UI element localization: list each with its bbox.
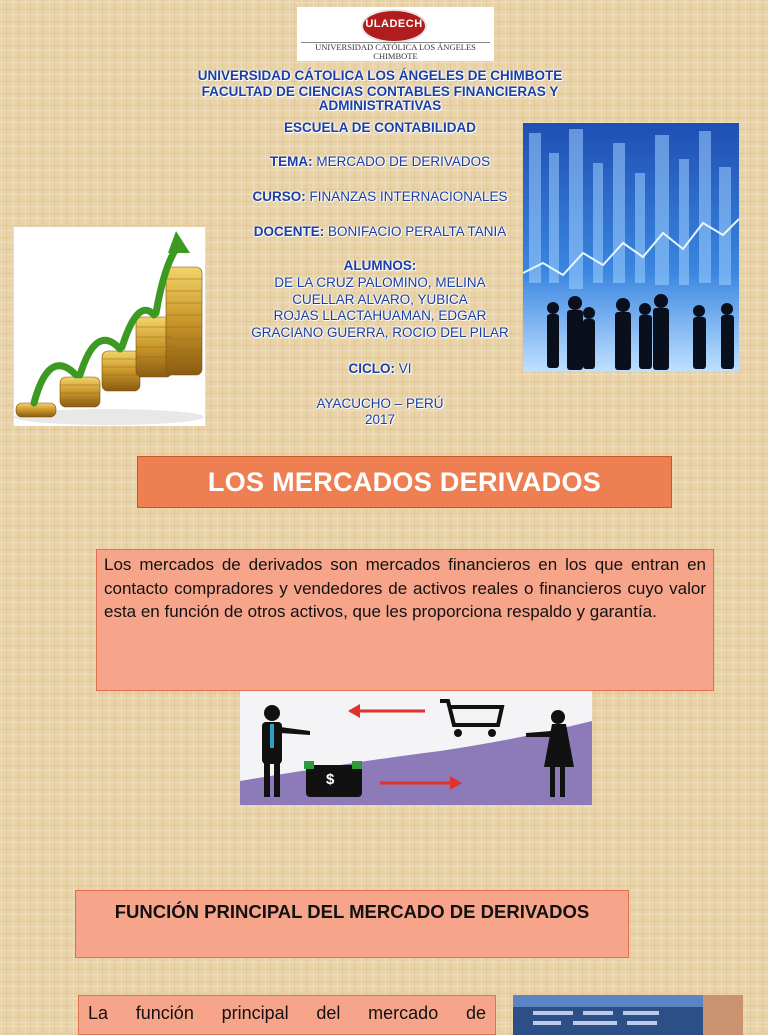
student-name: DE LA CRUZ PALOMINO, MELINA: [274, 275, 486, 290]
buyer-seller-illustration: [240, 691, 592, 805]
docente-line: DOCENTE: BONIFACIO PERALTA TANIA: [253, 224, 507, 239]
tema-line: TEMA: MERCADO DE DERIVADOS: [269, 154, 491, 169]
badge-text: ULADECH: [365, 18, 423, 30]
financial-screen-image: [513, 995, 743, 1035]
dollar-sign: $: [326, 771, 335, 788]
stock-market-image: [523, 123, 739, 371]
function-text: La función principal del mercado de: [78, 995, 496, 1035]
university-name: UNIVERSIDAD CÁTOLICA LOS ÁNGELES DE CHIMBOTE: [197, 68, 563, 83]
alumnos-label: ALUMNOS:: [343, 258, 417, 273]
school-name: ESCUELA DE CONTABILIDAD: [284, 120, 476, 135]
student-name: CUELLAR ALVARO, YUBICA: [292, 292, 468, 307]
coins-growth-image: [14, 227, 205, 426]
logo-university-name: UNIVERSIDAD CATÓLICA LOS ÁNGELES CHIMBOTE: [315, 42, 476, 61]
year: 2017: [364, 412, 396, 427]
student-name: ROJAS LLACTAHUAMAN, EDGAR: [273, 308, 487, 323]
university-logo: [297, 7, 494, 61]
curso-line: CURSO: FINANZAS INTERNACIONALES: [252, 189, 508, 204]
description-box: Los mercados de derivados son mercados financieros en los que entran en contacto compradores y vendedores de activos reales o financieros cuyo valor esta en función de otros activos, que les proporciona respaldo y garantía.: [96, 549, 714, 691]
function-title: FUNCIÓN PRINCIPAL DEL MERCADO DE DERIVADOS: [75, 890, 629, 958]
student-name: GRACIANO GUERRA, ROCIO DEL PILAR: [251, 325, 509, 340]
faculty-name: FACULTAD DE CIENCIAS CONTABLES FINANCIERAS Y ADMINISTRATIVAS: [201, 84, 559, 113]
uladech-badge: [361, 9, 427, 43]
section-title: LOS MERCADOS DERIVADOS: [137, 456, 672, 508]
ciclo-line: CICLO: VI: [348, 361, 412, 376]
place: AYACUCHO – PERÚ: [316, 396, 444, 411]
